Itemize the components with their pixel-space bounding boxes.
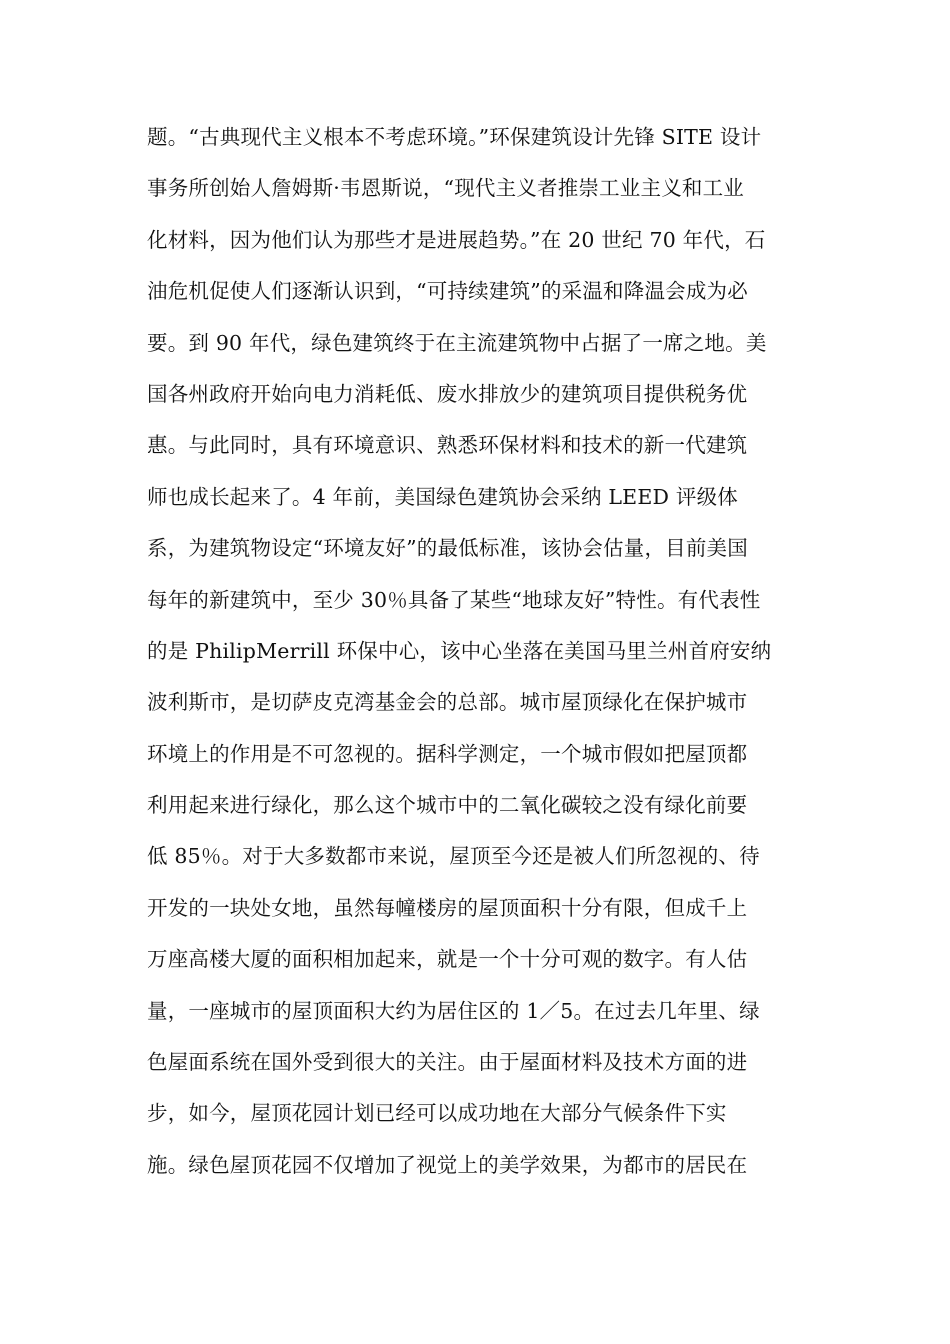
text-line: 色屋面系统在国外受到很大的关注。由于屋面材料及技术方面的进 [147, 1050, 748, 1075]
text-line: 油危机促使人们逐渐认识到，“可持续建筑”的采温和降温会成为必 [147, 279, 748, 304]
text-line: 的是 PhilipMerrill 环保中心，该中心坐落在美国马里兰州首府安纳 [147, 638, 772, 663]
text-line: 量，一座城市的屋顶面积大约为居住区的 1／5。在过去几年里、绿 [147, 998, 760, 1023]
text-line: 要。到 90 年代，绿色建筑终于在主流建筑物中占据了一席之地。美 [147, 330, 767, 355]
text-line: 低 85％。对于大多数都市来说，屋顶至今还是被人们所忽视的、待 [147, 844, 760, 869]
text-line: 惠。与此同时，具有环境意识、熟悉环保材料和技术的新一代建筑 [147, 433, 748, 458]
text-line: 波利斯市，是切萨皮克湾基金会的总部。城市屋顶绿化在保护城市 [147, 690, 748, 715]
text-line: 步，如今，屋顶花园计划已经可以成功地在大部分气候条件下实 [147, 1101, 727, 1126]
text-line: 开发的一块处女地，虽然每幢楼房的屋顶面积十分有限，但成千上 [147, 895, 748, 920]
text-line: 系，为建筑物设定“环境友好”的最低标准，该协会估量，目前美国 [147, 536, 748, 561]
text-line: 事务所创始人詹姆斯·韦恩斯说，“现代主义者推崇工业主义和工业 [147, 176, 744, 201]
text-line: 施。绿色屋顶花园不仅增加了视觉上的美学效果，为都市的居民在 [147, 1152, 748, 1177]
text-line: 万座高楼大厦的面积相加起来，就是一个十分可观的数字。有人估 [147, 947, 748, 972]
text-line: 师也成长起来了。4 年前，美国绿色建筑协会采纳 LEED 评级体 [147, 484, 738, 509]
text-line: 国各州政府开始向电力消耗低、废水排放少的建筑项目提供税务优 [147, 381, 748, 406]
text-line: 环境上的作用是不可忽视的。据科学测定，一个城市假如把屋顶都 [147, 741, 748, 766]
text-line: 题。“古典现代主义根本不考虑环境。”环保建筑设计先锋 SITE 设计 [147, 125, 762, 149]
text-line: 化材料，因为他们认为那些才是进展趋势。”在 20 世纪 70 年代，石 [147, 227, 766, 252]
text-line: 利用起来进行绿化，那么这个城市中的二氧化碳较之没有绿化前要 [147, 793, 748, 818]
text-line: 每年的新建筑中，至少 30％具备了某些“地球友好”特性。有代表性 [147, 587, 761, 612]
body-text [147, 117, 827, 1196]
